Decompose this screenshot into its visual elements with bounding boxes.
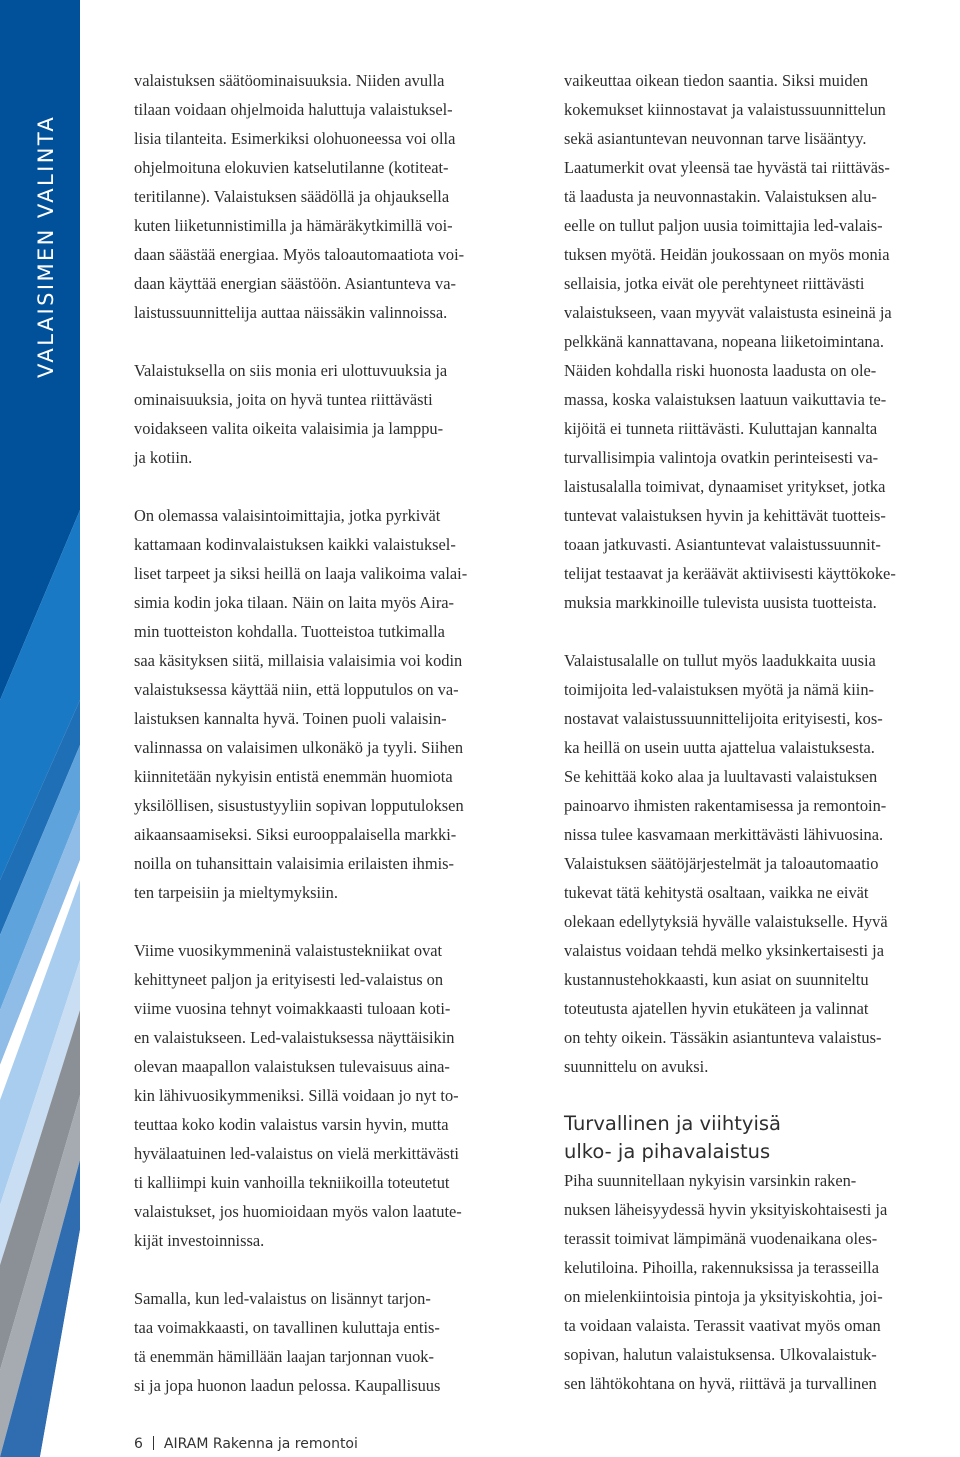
text-line: nuksen läheisyydessä hyvin yksityiskohtaisesti ja	[564, 1200, 888, 1219]
text-line: kustannustehokkaasti, kun asiat on suunniteltu	[564, 970, 869, 989]
text-line: valaistus voidaan tehdä melko yksinkertaisesti ja	[564, 941, 884, 960]
text-line: telijat testaavat ja keräävät aktiivisesti käyttökoke-	[564, 564, 896, 583]
paragraph	[134, 936, 534, 1255]
text-line: noilla on tuhansittain valaisimia erilaisten ihmis-	[134, 854, 455, 873]
section-heading	[564, 1110, 948, 1166]
paragraph	[134, 1284, 534, 1400]
paragraph	[564, 66, 948, 617]
text-line: on tehty oikein. Tässäkin asiantunteva valaistus-	[564, 1028, 882, 1047]
text-line: laistuksen kannalta hyvä. Toinen puoli valaisin-	[134, 709, 447, 728]
text-line: Piha suunnitellaan nykyisin varsinkin raken-	[564, 1171, 857, 1190]
paragraph	[134, 66, 534, 327]
text-line: vaikeuttaa oikean tiedon saantia. Siksi muiden	[564, 71, 869, 90]
text-line: ominaisuuksia, joita on hyvä tuntea riittävästi	[134, 390, 433, 409]
text-line: daan säästää energiaa. Myös taloautomaatiota voi-	[134, 245, 465, 264]
text-line: tä enemmän hämillään laajan tarjonnan vuok-	[134, 1347, 434, 1366]
text-line: terassit toimivat lämpimänä vuodenaikana oles-	[564, 1229, 878, 1248]
text-line: liset tarpeet ja siksi heillä on laaja valikoima valai-	[134, 564, 468, 583]
text-line: voidakseen valita oikeita valaisimia ja lamppu-	[134, 419, 444, 438]
heading-line: ulko- ja pihavalaistus	[564, 1140, 771, 1163]
text-line: toimijoita led-valaistuksen myötä ja nämä kiin-	[564, 680, 874, 699]
text-line: nostavat valaistussuunnittelijoita erityisesti, kos-	[564, 709, 883, 728]
text-line: laistusalalla toimivat, dynaamiset yritykset, jotka	[564, 477, 886, 496]
text-line: ti kalliimpi kuin vanhoilla tekniikoilla toteutetut	[134, 1173, 450, 1192]
text-line: daan käyttää energian säästöön. Asiantunteva va-	[134, 274, 456, 293]
publication-name: AIRAM Rakenna ja remontoi	[163, 1436, 358, 1452]
text-line: sopivan, halutun valaistuksensa. Ulkovalaistuk-	[564, 1345, 877, 1364]
text-line: valaistukseen, vaan myyvät valaistusta esineinä ja	[564, 303, 892, 322]
page-footer	[134, 1436, 358, 1452]
text-line: kokemukset kiinnostavat ja valaistussuunnittelun	[564, 100, 886, 119]
text-line: Valaistuksen säätöjärjestelmät ja taloautomaatio	[564, 854, 879, 873]
text-line: toaan jatkuvasti. Asiantuntevat valaistussuunnit-	[564, 535, 881, 554]
text-line: hyvälaatuinen led-valaistus on vielä merkittävästi	[134, 1144, 459, 1163]
text-line: sellaisia, jotka eivät ole perehtyneet riittävästi	[564, 274, 865, 293]
left-column	[134, 66, 534, 1429]
decorative-stripes	[0, 0, 120, 1457]
text-line: ohjelmoituna elokuvien katselutilanne (kotiteat-	[134, 158, 449, 177]
text-line: lisia tilanteita. Esimerkiksi olohuoneessa voi olla	[134, 129, 456, 148]
text-line: Viime vuosikymmeninä valaistustekniikat ovat	[134, 941, 443, 960]
text-line: eelle on tullut paljon uusia toimittajia led-valais-	[564, 216, 883, 235]
text-line: sekä asiantuntevan neuvonnan tarve lisääntyy.	[564, 129, 867, 148]
paragraph	[564, 646, 948, 1081]
text-line: painoarvo ihmisten rakentamisessa ja remontoin-	[564, 796, 887, 815]
text-line: kiinnitetään nykyisin entistä enemmän huomiota	[134, 767, 453, 786]
text-line: kin lähivuosikymmeniksi. Sillä voidaan jo nyt to-	[134, 1086, 459, 1105]
text-line: ten tarpeisiin ja mieltymyksiin.	[134, 883, 338, 902]
text-line: en valaistukseen. Led-valaistuksessa näyttäisikin	[134, 1028, 455, 1047]
text-line: kuten liiketunnistimilla ja hämäräkytkimillä voi-	[134, 216, 453, 235]
text-line: ja kotiin.	[134, 448, 193, 467]
right-paragraphs	[564, 66, 948, 1081]
text-line: Laatumerkit ovat yleensä tae hyvästä tai riittäväs-	[564, 158, 890, 177]
text-line: valaistuksessa käyttää niin, että lopputulos on va-	[134, 680, 459, 699]
text-line: tuntevat valaistuksen hyvin ja kehittävät tuotteis-	[564, 506, 886, 525]
text-line: laistussuunnittelija auttaa näissäkin valinnoissa.	[134, 303, 448, 322]
text-line: valaistuksen säätöominaisuuksia. Niiden avulla	[134, 71, 445, 90]
text-line: Se kehittää koko alaa ja luultavasti valaistuksen	[564, 767, 878, 786]
text-line: Näiden kohdalla riski huonosta laadusta on ole-	[564, 361, 877, 380]
text-line: pelkkänä kannattavana, nopeana liiketoimintana.	[564, 332, 884, 351]
text-line: si ja jopa huonon laadun pelossa. Kaupallisuus	[134, 1376, 441, 1395]
heading-line: Turvallinen ja viihtyisä	[564, 1112, 781, 1135]
text-line: olevan maapallon valaistuksen tulevaisuus aina-	[134, 1057, 450, 1076]
paragraph	[134, 501, 534, 907]
text-line: teuttaa koko kodin valaistus varsin hyvin, mutta	[134, 1115, 449, 1134]
text-line: turvallisimpia valintoja ovatkin perinteisesti va-	[564, 448, 879, 467]
text-line: yksilöllisen, sisustustyyliin sopivan lopputuloksen	[134, 796, 464, 815]
text-line: muksia markkinoille tulevista uusista tuotteista.	[564, 593, 877, 612]
text-line: valaistukset, jos huomioidaan myös valon laatute-	[134, 1202, 462, 1221]
text-line: min tuotteiston kohdalla. Tuotteistoa tutkimalla	[134, 622, 445, 641]
text-line: valinnassa on valaisimen ulkonäkö ja tyyli. Siihen	[134, 738, 464, 757]
text-line: Valaistuksella on siis monia eri ulottuvuuksia ja	[134, 361, 448, 380]
text-line: saa käsityksen siitä, millaisia valaisimia voi kodin	[134, 651, 463, 670]
text-line: tukevat tätä kehitystä osaltaan, vaikka ne eivät	[564, 883, 869, 902]
text-line: viime vuosina tehnyt voimakkaasti tuloaan koti-	[134, 999, 451, 1018]
text-line: tuksen myötä. Heidän joukossaan on myös monia	[564, 245, 890, 264]
right-column	[564, 66, 948, 1398]
text-line: aikaansaamiseksi. Siksi eurooppalaisella markki-	[134, 825, 457, 844]
text-line: ta voidaan valaista. Terassit vaativat myös oman	[564, 1316, 881, 1335]
text-line: kattamaan kodinvalaistuksen kaikki valaistuksel-	[134, 535, 456, 554]
text-line: tä laadusta ja neuvonnastakin. Valaistuksen alu-	[564, 187, 877, 206]
text-line: kehittyneet paljon ja erityisesti led-valaistus on	[134, 970, 444, 989]
text-line: kijät investoinnissa.	[134, 1231, 265, 1250]
page-number: 6	[134, 1436, 143, 1452]
text-line: teritilanne). Valaistuksen säädöllä ja ohjauksella	[134, 187, 450, 206]
text-line: kijöitä ei tunneta riittävästi. Kuluttajan kannalta	[564, 419, 878, 438]
right-final-paragraph	[564, 1166, 948, 1398]
text-line: tilaan voidaan ohjelmoida haluttuja valaistuksel-	[134, 100, 453, 119]
paragraph	[564, 1166, 948, 1398]
text-line: on mielenkiintoisia pintoja ja yksityiskohtia, joi-	[564, 1287, 883, 1306]
text-line: Valaistusalalle on tullut myös laadukkaita uusia	[564, 651, 876, 670]
paragraph	[134, 356, 534, 472]
text-line: sen lähtökohtana on hyvä, riittävä ja turvallinen	[564, 1374, 877, 1393]
text-line: suunnittelu on avuksi.	[564, 1057, 709, 1076]
text-line: massa, koska valaistuksen laatuun vaikuttavia te-	[564, 390, 887, 409]
text-line: taa voimakkaasti, on tavallinen kuluttaja entis-	[134, 1318, 440, 1337]
text-line: nissa tulee kasvamaan merkittävästi lähivuosina.	[564, 825, 884, 844]
text-line: Samalla, kun led-valaistus on lisännyt tarjon-	[134, 1289, 431, 1308]
text-line: ka heillä on usein uutta ajattelua valaistuksesta.	[564, 738, 875, 757]
text-line: kelutiloina. Pihoilla, rakennuksissa ja terasseilla	[564, 1258, 879, 1277]
text-line: simia kodin joka tilaan. Näin on laita myös Aira-	[134, 593, 455, 612]
footer-divider	[153, 1436, 154, 1450]
text-line: olekaan edellytyksiä hyvälle valaistukselle. Hyvä	[564, 912, 888, 931]
text-line: On olemassa valaisintoimittajia, jotka pyrkivät	[134, 506, 441, 525]
section-side-title: VALAISIMEN VALINTA	[34, 114, 58, 378]
text-line: toteutusta ajatellen hyvin etukäteen ja valinnat	[564, 999, 869, 1018]
